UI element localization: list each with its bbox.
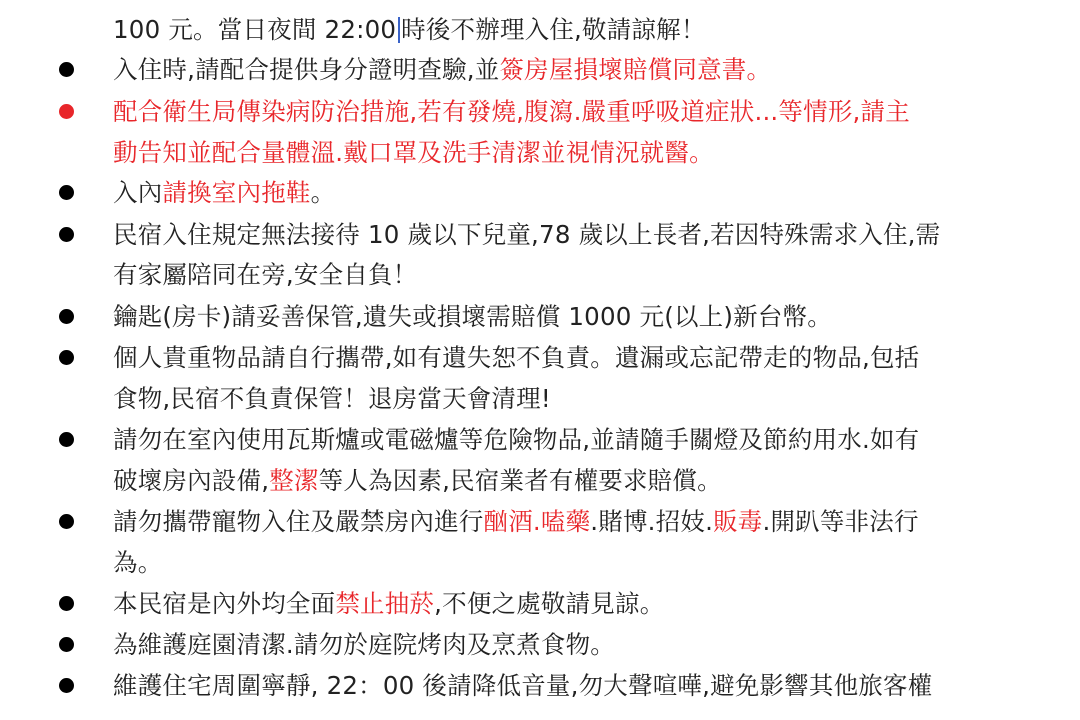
bullet-icon-red bbox=[59, 104, 74, 119]
rule-appliances-line-2 bbox=[113, 461, 722, 501]
rule-id-check-line bbox=[113, 50, 771, 90]
bullet-icon bbox=[59, 185, 74, 200]
bullet-icon bbox=[59, 350, 74, 365]
bullet-icon bbox=[59, 514, 74, 529]
rule-smoking-line bbox=[113, 584, 664, 624]
rule-appliances-line-1: 請勿在室內使用瓦斯爐或電磁爐等危險物品,並請隨手關燈及節約用水.如有 bbox=[113, 425, 920, 454]
rule-health-line-1: 配合衛生局傳染病防治措施,若有發燒,腹瀉.嚴重呼吸道症狀...等情形,請主 bbox=[113, 97, 910, 126]
rule-prohibited-text-e: .開趴等非法行 bbox=[762, 507, 919, 536]
bullet-icon bbox=[59, 227, 74, 242]
rule-garden-line: 為維護庭園清潔.請勿於庭院烤肉及烹煮食物。 bbox=[113, 630, 615, 659]
rule-age-line-2: 有家屬陪同在旁,安全自負！ bbox=[113, 260, 418, 289]
rule-id-check-text: 入住時,請配合提供身分證明查驗,並 bbox=[113, 55, 500, 84]
bullet-icon bbox=[59, 62, 74, 77]
rule-prohibited-text-c: .賭博.招妓. bbox=[590, 507, 714, 536]
rule-prohibited-highlight-1: 酗酒.嗑藥 bbox=[483, 507, 591, 536]
rule-smoking-highlight: 禁止抽菸 bbox=[335, 589, 435, 618]
bullet-icon bbox=[59, 432, 74, 447]
rule-slippers-text-c: 。 bbox=[310, 178, 336, 207]
rule-prohibited-line-1 bbox=[113, 502, 919, 542]
rule-prohibited-text-a: 請勿攜帶寵物入住及嚴禁房內進行 bbox=[113, 507, 484, 536]
rule-id-check-highlight: 簽房屋損壞賠償同意書。 bbox=[499, 55, 772, 84]
rule-age-line-1: 民宿入住規定無法接待 10 歲以下兒童,78 歲以上長者,若因特殊需求入住,需 bbox=[113, 220, 941, 249]
text-cursor[interactable] bbox=[398, 17, 400, 43]
rule-appliances-text-c: 等人為因素,民宿業者有權要求賠償。 bbox=[318, 466, 722, 495]
bullet-icon bbox=[59, 309, 74, 324]
rule-checkin-time-line bbox=[113, 10, 706, 50]
rule-smoking-text-c: ,不便之處敬請見諒。 bbox=[434, 589, 665, 618]
bullet-icon bbox=[59, 678, 74, 693]
bullet-icon bbox=[59, 637, 74, 652]
rule-slippers-line bbox=[113, 173, 335, 213]
rule-smoking-text-a: 本民宿是內外均全面 bbox=[113, 589, 336, 618]
rule-checkin-time-text-b: 時後不辦理入住,敬請諒解！ bbox=[401, 15, 706, 44]
rule-appliances-highlight: 整潔 bbox=[269, 466, 319, 495]
rule-key-line: 鑰匙(房卡)請妥善保管,遺失或損壞需賠償 1000 元(以上)新台幣。 bbox=[113, 302, 832, 331]
rule-quiet-line: 維護住宅周圍寧靜, 22：00 後請降低音量,勿大聲喧嘩,避免影響其他旅客權 bbox=[113, 671, 933, 700]
rule-valuables-line-2: 食物,民宿不負責保管！退房當天會清理! bbox=[113, 384, 551, 413]
rule-prohibited-highlight-2: 販毒 bbox=[713, 507, 763, 536]
bullet-icon bbox=[59, 596, 74, 611]
rule-slippers-text-a: 入內 bbox=[113, 178, 163, 207]
rule-prohibited-line-2: 為。 bbox=[113, 548, 163, 577]
rule-valuables-line-1: 個人貴重物品請自行攜帶,如有遺失恕不負責。遺漏或忘記帶走的物品,包括 bbox=[113, 343, 920, 372]
rule-appliances-text-a: 破壞房內設備, bbox=[113, 466, 270, 495]
rule-health-line-2: 動告知並配合量體溫.戴口罩及洗手清潔並視情況就醫。 bbox=[113, 138, 714, 167]
rule-slippers-highlight: 請換室內拖鞋 bbox=[162, 178, 311, 207]
rule-checkin-time-text-a: 100 元。當日夜間 22:00 bbox=[113, 15, 397, 44]
